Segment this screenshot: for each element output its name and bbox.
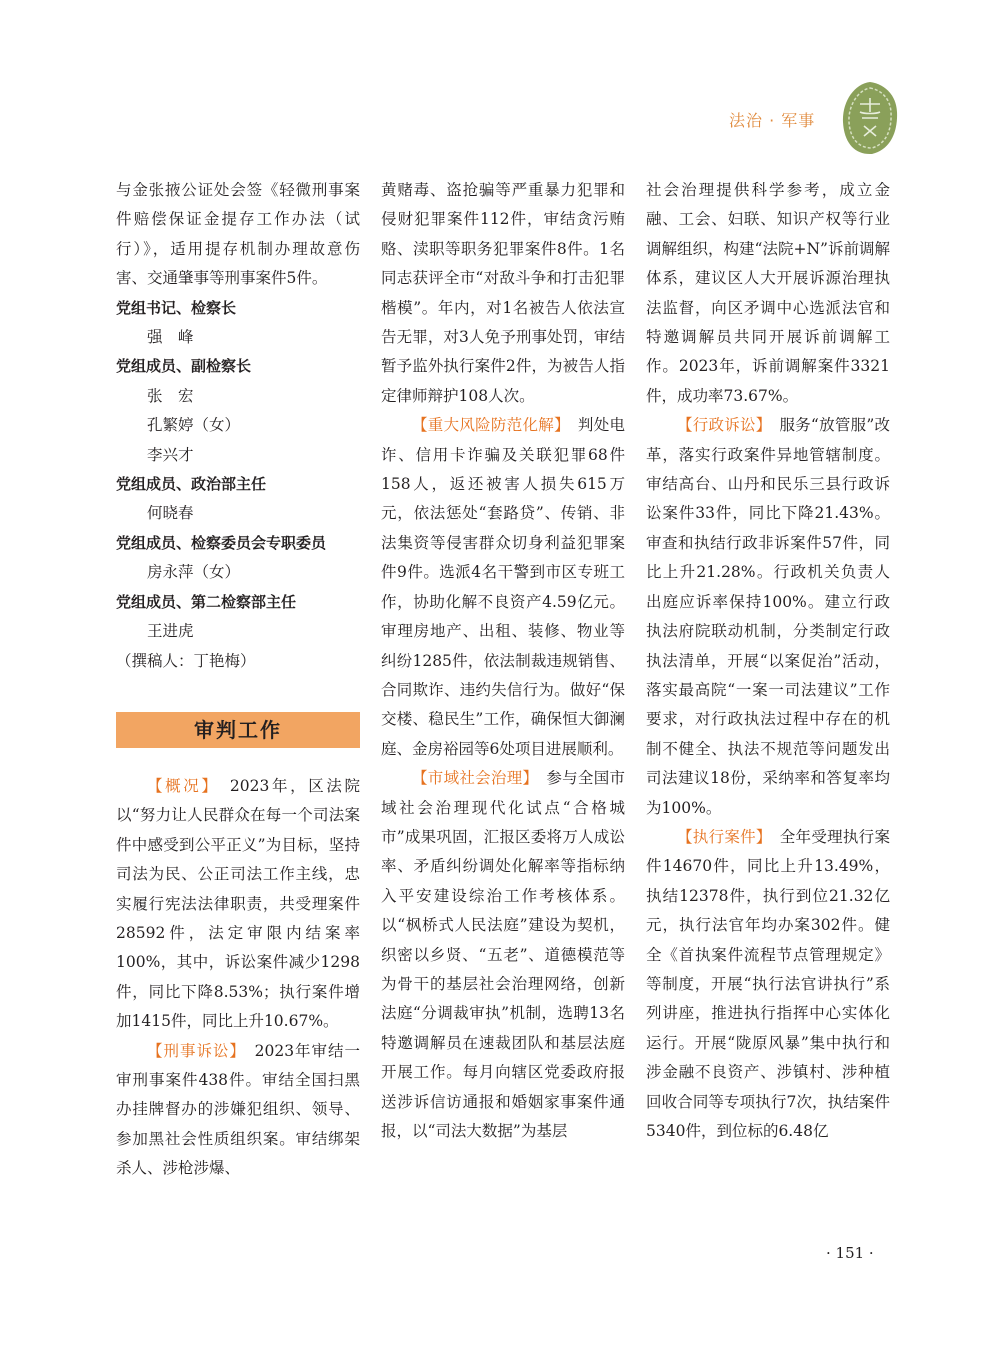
- paragraph-text: 2023年审结一审刑事案件438件。审结全国扫黑办挂牌督办的涉嫌犯组织、领导、参加黑社会性质组织案。审结绑架杀人、涉枪涉爆、: [116, 1041, 360, 1178]
- paragraph: [381, 764, 625, 1146]
- topic-tag: 【执行案件】: [677, 827, 764, 846]
- paragraph-text: 参与全国市域社会治理现代化试点“合格城市”成果巩固，汇报区委将万人成讼率、矛盾纠纷调处化解率等指标纳入平安建设综治工作考核体系。以“枫桥式人民法庭”建设为契机，织密以乡贤、“五老”、道德模范等为骨干的基层社会治理网络，创新法庭“分调裁审执”机制，选聘13名特邀调解员在速裁团队和基层法庭开展工作。每月向辖区党委政府报送涉诉信访通报和婚姻家事案件通报，以“司法大数据”为基层: [381, 769, 625, 1140]
- paragraph: [646, 411, 890, 823]
- paragraph: [381, 411, 625, 764]
- person-name: 强 峰: [147, 328, 194, 347]
- topic-tag: 【重大风险防范化解】: [412, 416, 563, 435]
- topic-tag: 【刑事诉讼】: [147, 1041, 239, 1060]
- role-title: 党组成员、检察委员会专职委员: [116, 533, 327, 552]
- column-2: [381, 176, 625, 1146]
- role-title: 党组书记、检察长: [116, 298, 237, 317]
- role-title: 党组成员、第二检察部主任: [116, 592, 297, 611]
- person-name: 张 宏: [147, 386, 194, 405]
- paragraph-text: 2023年，区法院以“努力让人民群众在每一个司法案件中感受到公平正义”为目标，坚持司法为民、公正司法工作主线，忠实履行宪法法律职责，共受理案件28592件，法定审限内结案率100%，其中，诉讼案件减少1298件，同比下降8.53%；执行案件增加1415件，同比上升10.67%。: [116, 776, 360, 1031]
- person-name: 王进虎: [147, 622, 194, 641]
- person-name: 何晓春: [147, 504, 194, 523]
- topic-tag: 【市域社会治理】: [412, 769, 531, 788]
- person-name: 房永萍（女）: [147, 563, 241, 582]
- person-name: 李兴才: [147, 445, 194, 464]
- paragraph: 黄赌毒、盗抢骗等严重暴力犯罪和侵财犯罪案件112件，审结贪污贿赂、渎职等职务犯罪案件8件。1名同志获评全市“对敌斗争和打击犯罪楷模”。年内，对1名被告人依法宣告无罪，对3人免予刑事处罚，审结暂予监外执行案件2件，为被告人指定律师辩护108人次。: [381, 181, 625, 405]
- section-heading: 审判工作: [116, 712, 360, 748]
- green-seal-stamp-icon: [840, 80, 900, 156]
- paragraph-text: 服务“放管服”改革，落实行政案件异地管辖制度。审结高台、山丹和民乐三县行政诉讼案件33件，同比下降21.43%。审查和执结行政非诉案件57件，同比上升21.28%。行政机关负责人出庭应诉率保持100%。建立行政执法府院联动机制，分类制定行政执法清单，开展“以案促治”活动，落实最高院“一案一司法建议”工作要求，对行政执法过程中存在的机制不健全、执法不规范等问题发出司法建议18份，采纳率和答复率均为100%。: [646, 416, 890, 817]
- paragraph-text: 判处电诈、信用卡诈骗及关联犯罪68件158人，返还被害人损失615万元，依法惩处“套路贷”、传销、非法集资等侵害群众切身利益犯罪案件9件。选派4名干警到市区专班工作，协助化解不良资产4.59亿元。审理房地产、出租、装修、物业等纠纷1285件，依法制裁违规销售、合同欺诈、违约失信行为。做好“保交楼、稳民生”工作，确保恒大御澜庭、金房裕园等6处项目进展顺利。: [381, 416, 625, 758]
- column-1: [116, 176, 360, 1184]
- running-header: 法治 · 军事: [729, 111, 816, 130]
- topic-tag: 【行政诉讼】: [677, 416, 764, 435]
- role-title: 党组成员、副检察长: [116, 357, 252, 376]
- paragraph-text: 全年受理执行案件14670件，同比上升13.49%，执结12378件，执行到位21.32亿元，执行法官年均办案302件。健全《首执案件流程节点管理规定》等制度，开展“执行法官讲执行”系列讲座，推进执行指挥中心实体化运行。开展“陇原风暴”集中执行和涉金融不良资产、涉镇村、涉种植回收合同等专项执行7次，执结案件5340件，到位标的6.48亿: [646, 827, 890, 1140]
- paragraph: [646, 823, 890, 1146]
- paragraph: 与金张掖公证处会签《轻微刑事案件赔偿保证金提存工作办法（试行）》，适用提存机制办理故意伤害、交通肇事等刑事案件5件。: [116, 181, 360, 288]
- author-credit: （撰稿人：丁艳梅）: [116, 651, 256, 670]
- paragraph: [116, 772, 360, 1037]
- topic-tag: 【概况】: [147, 776, 212, 795]
- page-number: · 151 ·: [826, 1244, 874, 1262]
- column-3: [646, 176, 890, 1146]
- paragraph: 社会治理提供科学参考，成立金融、工会、妇联、知识产权等行业调解组织，构建“法院+N”诉前调解体系，建议区人大开展诉源治理执法监督，向区矛调中心选派法官和特邀调解员共同开展诉前调解工作。2023年，诉前调解案件3321件，成功率73.67%。: [646, 181, 890, 405]
- person-name: 孔繁婷（女）: [147, 416, 241, 435]
- role-title: 党组成员、政治部主任: [116, 475, 267, 494]
- paragraph: [116, 1037, 360, 1184]
